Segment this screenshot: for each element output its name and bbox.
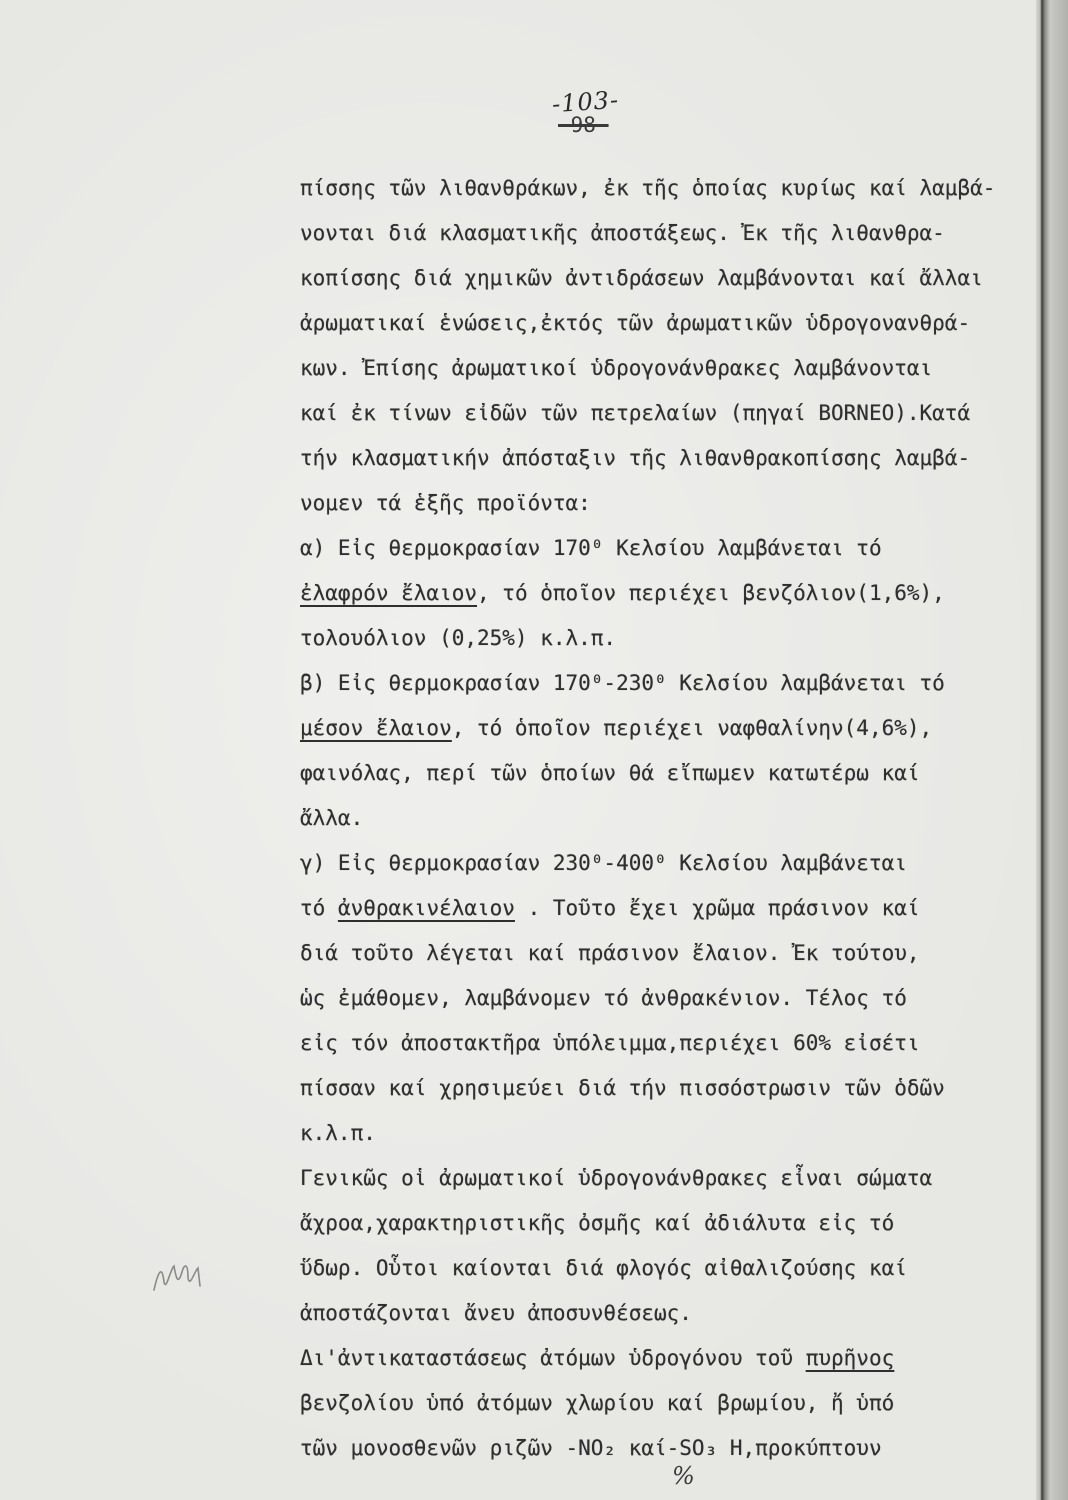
text-line: ἀρωματικαί ἑνώσεις,ἐκτός τῶν ἀρωματικῶν ὑδρογονανθρά- <box>300 311 971 335</box>
text-line: νομεν τά ἑξῆς προϊόντα: <box>300 491 591 515</box>
underlined-term: ἀνθρακινέλαιον <box>337 896 515 920</box>
text-line: κων. Ἐπίσης ἀρωματικοί ὑδρογονάνθρακες λαμβάνονται <box>300 356 933 380</box>
text-line <box>300 1336 1030 1381</box>
text-line: φαινόλας, περί τῶν ὁποίων θά εἴπωμεν κατωτέρω καί <box>300 761 920 785</box>
underlined-term: μέσον ἔλαιον <box>300 716 452 740</box>
text-line: ἄλλα. <box>300 806 364 830</box>
text-line: εἰς τόν ἀποστακτῆρα ὑπόλειμμα,περιέχει 60% εἰσέτι <box>300 1031 920 1055</box>
margin-handwriting-scribble <box>148 1252 208 1302</box>
page-number-typed-struck: -98- <box>558 113 609 137</box>
text-segment: , τό ὁποῖον περιέχει ναφθαλίνην(4,6%), <box>451 716 933 740</box>
text-line: ὡς ἐμάθομεν, λαμβάνομεν τό ἀνθρακένιον. Τέλος τό <box>300 986 907 1010</box>
text-line: ἄχροα,χαρακτηριστικῆς ὀσμῆς καί ἀδιάλυτα εἰς τό <box>300 1211 895 1235</box>
typed-text-body <box>300 166 1030 1471</box>
text-line: ἀποστάζονται ἄνευ ἀποσυνθέσεως. <box>300 1301 692 1325</box>
text-line: Γενικῶς οἱ ἀρωματικοί ὑδρογονάνθρακες εἶναι σώματα <box>300 1166 933 1190</box>
text-line: τήν κλασματικήν ἀπόσταξιν τῆς λιθανθρακοπίσσης λαμβά- <box>300 446 971 470</box>
text-line <box>300 571 1030 616</box>
page-binding-edge <box>1036 0 1068 1500</box>
underlined-term: ἐλαφρόν ἔλαιον <box>300 581 478 605</box>
footer-handwritten-mark: % <box>672 1462 695 1490</box>
text-line: κ.λ.π. <box>300 1121 376 1145</box>
text-line: γ) Εἰς θερμοκρασίαν 230⁰-400⁰ Κελσίου λαμβάνεται <box>300 851 907 875</box>
text-line: πίσσης τῶν λιθανθράκων, ἐκ τῆς ὁποίας κυρίως καί λαμβά- <box>300 176 996 200</box>
text-line: α) Εἰς θερμοκρασίαν 170⁰ Κελσίου λαμβάνεται τό <box>300 536 882 560</box>
text-segment: , τό ὁποῖον περιέχει βενζόλιον(1,6%), <box>477 581 945 605</box>
text-line: πίσσαν καί χρησιμεύει διά τήν πισσόστρωσιν τῶν ὁδῶν <box>300 1076 945 1100</box>
text-segment: Δι'ἀντικαταστάσεως ἀτόμων ὑδρογόνου τοῦ <box>300 1346 806 1370</box>
text-segment: τό <box>300 896 338 920</box>
text-line <box>300 706 1030 751</box>
text-line: τολουόλιον (0,25%) κ.λ.π. <box>300 626 617 650</box>
text-line: νονται διά κλασματικῆς ἀποστάξεως. Ἐκ τῆς λιθανθρα- <box>300 221 945 245</box>
underlined-term: πυρῆνος <box>805 1346 895 1370</box>
text-line: τῶν μονοσθενῶν ριζῶν -NO₂ καί-SO₃ H,προκύπτουν <box>300 1436 882 1460</box>
text-line: β) Εἰς θερμοκρασίαν 170⁰-230⁰ Κελσίου λαμβάνεται τό <box>300 671 945 695</box>
text-line: βενζολίου ὑπό ἀτόμων χλωρίου καί βρωμίου, ἤ ὑπό <box>300 1391 895 1415</box>
text-line: διά τοῦτο λέγεται καί πράσινον ἔλαιον. Ἐκ τούτου, <box>300 941 920 965</box>
text-line: κοπίσσης διά χημικῶν ἀντιδράσεων λαμβάνονται καί ἄλλαι <box>300 266 983 290</box>
text-segment: . Τοῦτο ἔχει χρῶμα πράσινον καί <box>514 896 920 920</box>
page-number-handwritten: -103- <box>551 85 620 119</box>
text-line: καί ἐκ τίνων εἰδῶν τῶν πετρελαίων (πηγαί BORNEO).Κατά <box>300 401 971 425</box>
text-line <box>300 886 1030 931</box>
text-line: ὕδωρ. Οὗτοι καίονται διά φλογός αἰθαλιζούσης καί <box>300 1256 907 1280</box>
